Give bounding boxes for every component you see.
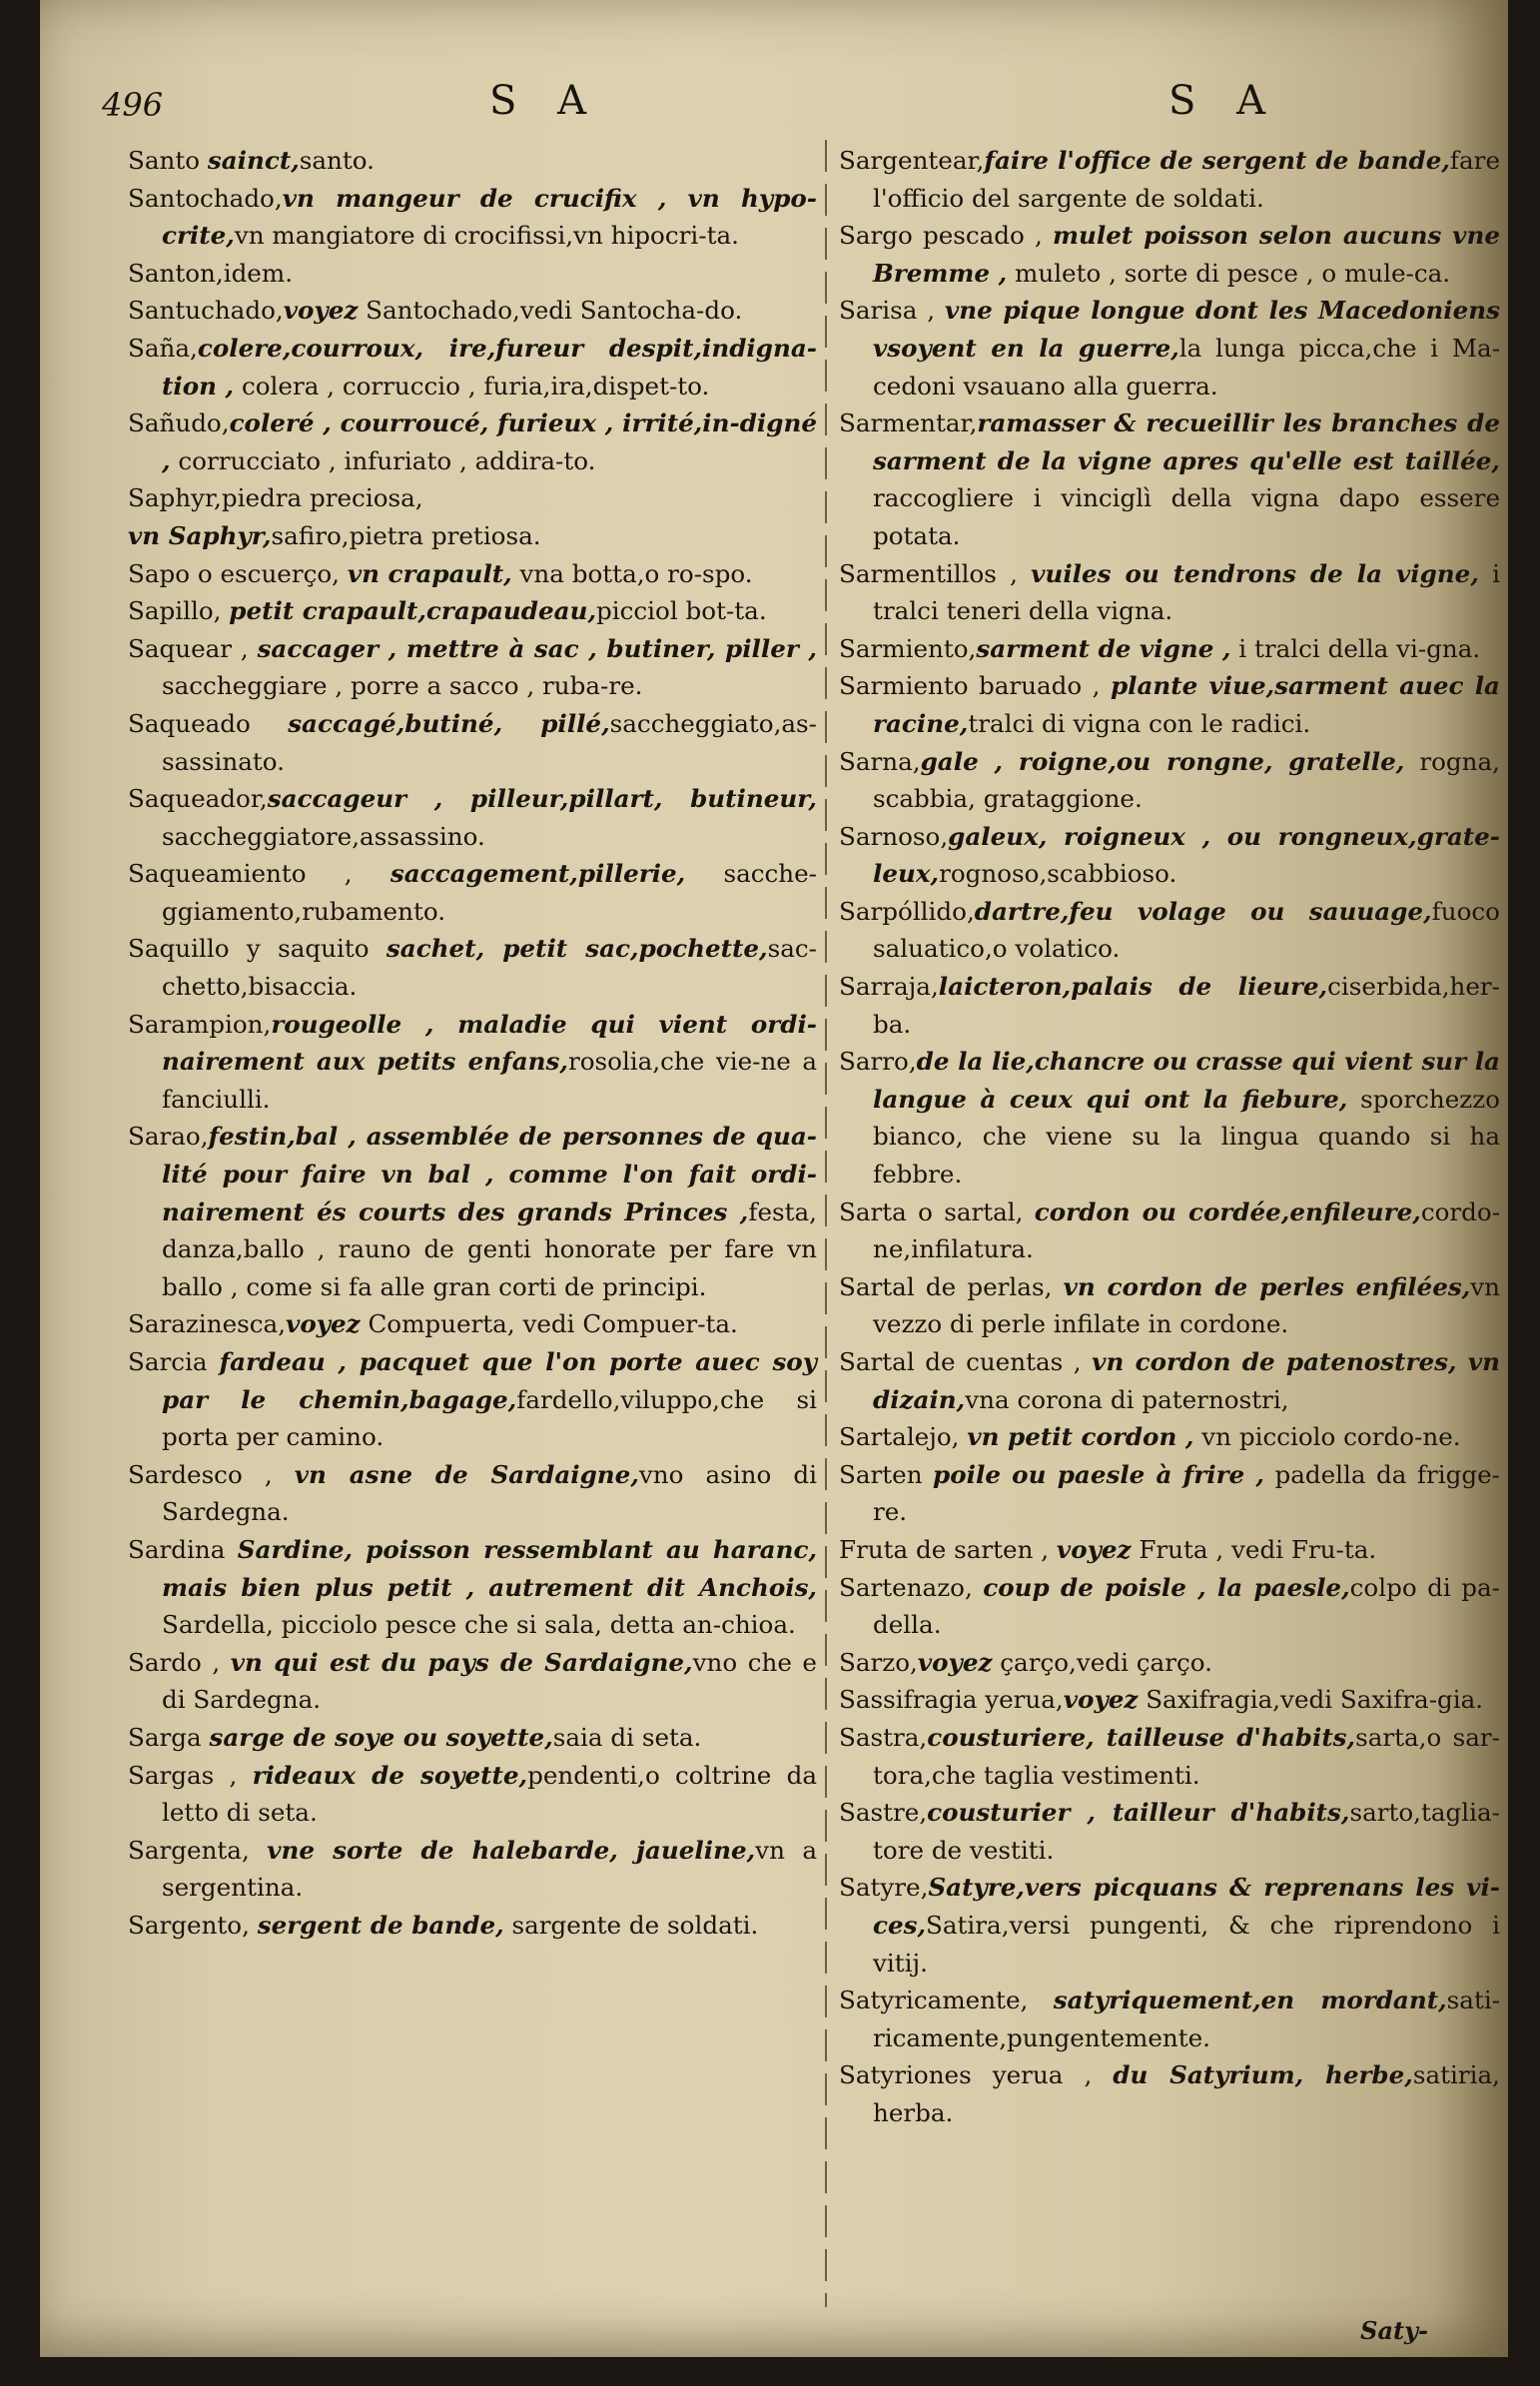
french-gloss: vn mangeur de crucifix , vn hypo-crite, — [162, 183, 817, 251]
headword: Santuchado, — [128, 296, 284, 326]
dictionary-entry — [128, 1006, 817, 1119]
french-gloss: sergent de bande, — [257, 1910, 504, 1940]
italian-gloss: sporchezzo bianco, che viene su la lingua quando si ha febbre. — [873, 1084, 1500, 1190]
dictionary-entry — [128, 1719, 817, 1757]
italian-gloss: sargente de soldati. — [503, 1910, 759, 1940]
french-gloss: vne pique longue dont les Macedoniens vsoyent en la guerre, — [873, 296, 1500, 363]
french-gloss: vuiles ou tendrons de la vigne, — [1031, 558, 1479, 588]
headword: Santochado, — [128, 183, 283, 213]
italian-gloss: saccheggiare , porre a sacco , ruba-re. — [162, 671, 643, 701]
italian-gloss: sarta,o sar-tora,che taglia vestimenti. — [873, 1722, 1500, 1790]
headword: Sargenta, — [128, 1835, 268, 1865]
headword: Sarpóllido, — [839, 896, 975, 926]
dictionary-entry — [839, 2056, 1500, 2131]
french-gloss: rideaux de soyette, — [252, 1760, 528, 1790]
headword: Sartal de cuentas , — [839, 1347, 1093, 1376]
headword: Sarten — [839, 1459, 934, 1489]
italian-gloss: Saxifragia,vedi Saxifra-gia. — [1138, 1685, 1484, 1715]
dictionary-entry — [839, 1681, 1500, 1719]
italian-gloss: sati-ricamente,pungentemente. — [873, 1986, 1501, 2052]
french-gloss: sarment de vigne , — [976, 633, 1231, 663]
dictionary-entry — [128, 255, 817, 293]
italian-gloss: Satira,versi pungenti, & che riprendono i vitij. — [873, 1910, 1500, 1978]
italian-gloss: corrucciato , infuriato , addira-to. — [170, 445, 596, 475]
french-gloss: poile ou paesle à frire , — [933, 1459, 1264, 1489]
headword: Sartenazo, — [839, 1572, 984, 1602]
italian-gloss: saia di seta. — [552, 1722, 702, 1752]
headword: Sarmiento, — [839, 633, 977, 663]
italian-gloss: muleto , sorte di pesce , o mule-ca. — [1007, 258, 1451, 288]
headword: Sañudo, — [128, 408, 230, 438]
headword: Satyricamente, — [839, 1986, 1054, 2015]
french-gloss: de la lie,chancre ou crasse qui vient sur la langue à ceux qui ont la fiebure, — [873, 1047, 1500, 1114]
french-gloss: colere,courroux, ire,fureur despit,indigna-tion , — [162, 333, 817, 400]
french-gloss: voyez — [1056, 1534, 1132, 1564]
french-gloss: ramasser & recueillir les branches de sarment de la vigne apres qu'elle est taillée, — [873, 408, 1500, 475]
dictionary-entry — [839, 1794, 1500, 1869]
italian-gloss: çarço,vedi çarço. — [992, 1647, 1212, 1677]
page-number: 496 — [102, 86, 164, 124]
french-gloss: cousturiere, tailleuse d'habits, — [927, 1722, 1356, 1752]
headword: Sarampion, — [128, 1009, 272, 1039]
dictionary-entry — [128, 1118, 817, 1305]
dictionary-entry — [839, 893, 1500, 968]
dictionary-entry — [839, 968, 1500, 1043]
dictionary-entry — [128, 180, 817, 255]
french-gloss: fardeau , pacquet que l'on porte auec soy par le chemin,bagage, — [162, 1347, 817, 1414]
dictionary-entry — [128, 705, 817, 780]
italian-gloss: ciserbida,her-ba. — [873, 972, 1500, 1039]
dictionary-entry — [839, 743, 1500, 818]
italian-gloss: raccogliere i vinciglì della vigna dapo essere potata. — [873, 483, 1500, 550]
dictionary-entry — [839, 1982, 1500, 2056]
french-gloss: vn cordon de patenostres, vn dizain, — [873, 1347, 1500, 1414]
italian-gloss: safiro,pietra pretiosa. — [271, 520, 541, 550]
italian-gloss: i tralci teneri della vigna. — [873, 558, 1501, 626]
dictionary-entry — [839, 555, 1500, 630]
french-gloss: coleré , courroucé, furieux , irrité,in-digné , — [162, 408, 817, 475]
left-column — [128, 142, 817, 1945]
headword: Sartalejo, — [839, 1422, 968, 1452]
headword: Sargas , — [128, 1760, 253, 1790]
dictionary-entry — [128, 1456, 817, 1531]
french-gloss: festin,bal , assemblée de personnes de qua-lité pour faire vn bal , comme l'on fait ordi-nairement és courts des grands Princes , — [162, 1122, 817, 1226]
running-head-left: S A — [489, 78, 601, 124]
dictionary-entry — [839, 1268, 1500, 1343]
french-gloss: voyez — [283, 296, 359, 326]
dictionary-entry — [128, 517, 817, 555]
dictionary-entry — [839, 404, 1500, 554]
catchword: Saty- — [1360, 2316, 1428, 2345]
headword: Saqueado — [128, 708, 289, 738]
french-gloss: saccager , mettre à sac , butiner, piller , — [257, 633, 817, 663]
dictionary-entry — [839, 1719, 1500, 1794]
headword: Sargento, — [128, 1910, 258, 1940]
headword: Saquear , — [128, 633, 258, 663]
headword: Sarcia — [128, 1347, 220, 1376]
headword: Sarraja, — [839, 972, 939, 1002]
french-gloss: coup de poisle , la paesle, — [983, 1572, 1350, 1602]
dictionary-entry — [839, 1869, 1500, 1982]
dictionary-entry — [839, 217, 1500, 292]
french-gloss: faire l'office de sergent de bande, — [984, 146, 1450, 175]
headword: Santon, — [128, 258, 224, 288]
italian-gloss: piedra preciosa, — [221, 483, 423, 513]
headword: Sardesco , — [128, 1459, 295, 1489]
headword: Sarmentar, — [839, 408, 978, 438]
headword: Sarro, — [839, 1047, 917, 1077]
french-gloss: voyez — [917, 1647, 993, 1677]
italian-gloss: Santochado,vedi Santocha-do. — [358, 296, 743, 326]
dictionary-entry — [128, 479, 817, 517]
headword: Saqueador, — [128, 784, 268, 814]
headword: Sapo o escuerço, — [128, 558, 348, 588]
french-gloss: galeux, roigneux , ou rongneux,grate-leux, — [873, 821, 1500, 889]
dictionary-entry — [128, 855, 817, 930]
dictionary-entry — [128, 555, 817, 593]
italian-gloss: saccheggiato,as-sassinato. — [162, 708, 817, 776]
french-gloss: vn Saphyr, — [128, 520, 272, 550]
italian-gloss: festa, danza,ballo , rauno de genti honorate per fare vn ballo , come si fa alle gran corti de principi. — [162, 1196, 817, 1301]
headword: Sarazinesca, — [128, 1309, 287, 1339]
french-gloss: dartre,feu volage ou sauuage, — [974, 896, 1432, 926]
headword: Saphyr, — [128, 483, 222, 513]
french-gloss: mulet poisson selon aucuns vne Bremme , — [873, 221, 1500, 288]
dictionary-page — [40, 0, 1508, 2357]
dictionary-entry — [128, 292, 817, 330]
italian-gloss: vn mangiatore di crocifissi,vn hipocri-ta. — [234, 221, 739, 251]
french-gloss: sainct, — [207, 146, 300, 175]
french-gloss: vn petit cordon , — [967, 1422, 1194, 1452]
italian-gloss: santo. — [299, 146, 375, 175]
headword: Sassifragia yerua, — [839, 1685, 1064, 1715]
dictionary-entry — [839, 1343, 1500, 1418]
italian-gloss: Compuerta, vedi Compuer-ta. — [360, 1309, 738, 1339]
italian-gloss: rogna, scabbia, grataggione. — [873, 746, 1501, 814]
dictionary-entry — [128, 930, 817, 1005]
headword: Sarna, — [839, 746, 921, 776]
italian-gloss: pendenti,o coltrine da letto di seta. — [162, 1760, 817, 1828]
french-gloss: vn cordon de perles enfilées, — [1063, 1271, 1471, 1301]
headword: Santo — [128, 146, 208, 175]
headword: Sarzo, — [839, 1647, 918, 1677]
dictionary-entry — [128, 404, 817, 479]
italian-gloss: sac-chetto,bisaccia. — [162, 934, 817, 1002]
french-gloss: satyriquement,en mordant, — [1053, 1986, 1447, 2015]
french-gloss: petit crapault,crapaudeau, — [229, 596, 597, 626]
french-gloss: laicteron,palais de lieure, — [938, 972, 1328, 1002]
headword: Sastre, — [839, 1798, 928, 1828]
dictionary-entry — [839, 142, 1500, 217]
italian-gloss: sarto,taglia-tore de vestiti. — [873, 1798, 1500, 1865]
headword: Sargo pescado , — [839, 221, 1053, 251]
italian-gloss: vn a sergentina. — [162, 1835, 817, 1903]
italian-gloss: vna corona di paternostri, — [965, 1384, 1289, 1414]
italian-gloss: vn picciolo cordo-ne. — [1193, 1422, 1461, 1452]
italian-gloss: idem. — [223, 258, 294, 288]
headword: Sargentear, — [839, 146, 985, 175]
dictionary-entry — [128, 1305, 817, 1343]
headword: Sapillo, — [128, 596, 230, 626]
italian-gloss: colpo di pa-della. — [873, 1572, 1500, 1640]
french-gloss: Satyre,vers picquans & reprenans les vi-ces, — [873, 1873, 1500, 1940]
dictionary-entry — [839, 1644, 1500, 1682]
french-gloss: cousturier , tailleur d'habits, — [927, 1798, 1350, 1828]
dictionary-entry — [839, 1418, 1500, 1456]
italian-gloss: sacche-ggiamento,rubamento. — [162, 859, 817, 926]
headword: Sarmentillos , — [839, 558, 1032, 588]
headword: Saña, — [128, 333, 198, 363]
headword: Sarga — [128, 1722, 210, 1752]
french-gloss: rougeolle , maladie qui vient ordi-nairement aux petits enfans, — [162, 1009, 817, 1077]
french-gloss: vn crapault, — [347, 558, 512, 588]
italian-gloss: fardello,viluppo,che si porta per camino. — [162, 1384, 817, 1452]
french-gloss: saccagé,butiné, pillé, — [288, 708, 610, 738]
dictionary-entry — [128, 1832, 817, 1907]
dictionary-entry — [128, 1531, 817, 1644]
italian-gloss: la lunga picca,che i Ma-cedoni vsauano alla guerra. — [873, 333, 1501, 400]
dictionary-entry — [128, 142, 817, 180]
headword: Sarta o sartal, — [839, 1196, 1035, 1226]
italian-gloss: i tralci della vi-gna. — [1230, 633, 1481, 663]
headword: Sartal de perlas, — [839, 1271, 1064, 1301]
headword: Saqueamiento , — [128, 859, 390, 889]
italian-gloss: tralci di vigna con le radici. — [968, 708, 1311, 738]
dictionary-entry — [128, 1343, 817, 1456]
italian-gloss: Fruta , vedi Fru-ta. — [1131, 1534, 1377, 1564]
italian-gloss: picciol bot-ta. — [596, 596, 767, 626]
headword: Fruta de sarten , — [839, 1534, 1057, 1564]
dictionary-entry — [128, 780, 817, 855]
french-gloss: vn qui est du pays de Sardaigne, — [230, 1647, 693, 1677]
dictionary-entry — [839, 1456, 1500, 1531]
french-gloss: voyez — [1063, 1685, 1139, 1715]
french-gloss: sachet, petit sac,pochette, — [385, 934, 768, 964]
french-gloss: sarge de soye ou soyette, — [209, 1722, 553, 1752]
dictionary-entry — [839, 667, 1500, 742]
italian-gloss: colera , corruccio , furia,ira,dispet-to. — [234, 371, 710, 400]
dictionary-entry — [839, 1193, 1500, 1268]
italian-gloss: rosolia,che vie-ne a fanciulli. — [162, 1047, 817, 1114]
french-gloss: cordon ou cordée,enfileure, — [1034, 1196, 1421, 1226]
headword: Sarao, — [128, 1122, 209, 1152]
french-gloss: saccagement,pillerie, — [389, 859, 686, 889]
dictionary-entry — [839, 1569, 1500, 1644]
italian-gloss: vn vezzo di perle infilate in cordone. — [873, 1271, 1500, 1339]
headword: Satyriones yerua , — [839, 2060, 1114, 2090]
french-gloss: Sardine, poisson ressemblant au haranc, mais bien plus petit , autrement dit Anchois, — [162, 1534, 818, 1602]
column-divider — [825, 140, 827, 2307]
french-gloss: vne sorte de halebarde, jaueline, — [267, 1835, 756, 1865]
dictionary-entry — [128, 1757, 817, 1832]
right-column — [839, 142, 1500, 2131]
headword: Sastra, — [839, 1722, 928, 1752]
dictionary-entry — [839, 630, 1500, 668]
italian-gloss: padella da frigge-re. — [873, 1459, 1500, 1527]
italian-gloss: cordo-ne,infilatura. — [873, 1196, 1501, 1264]
page-header — [40, 78, 1508, 138]
headword: Sardo , — [128, 1647, 231, 1677]
italian-gloss: satiria, herba. — [873, 2060, 1500, 2127]
running-head-right: S A — [1168, 78, 1280, 124]
dictionary-entry — [128, 1644, 817, 1719]
headword: Sarmiento baruado , — [839, 671, 1111, 701]
dictionary-entry — [839, 292, 1500, 404]
french-gloss: gale , roigne,ou rongne, gratelle, — [920, 746, 1405, 776]
dictionary-entry — [128, 592, 817, 630]
italian-gloss: rognoso,scabbioso. — [939, 859, 1177, 889]
french-gloss: saccageur , pilleur,pillart, butineur, — [267, 784, 817, 814]
dictionary-entry — [128, 1907, 817, 1945]
french-gloss: plante viue,sarment auec la racine, — [873, 671, 1500, 738]
headword: Sarnoso, — [839, 821, 949, 851]
dictionary-entry — [839, 818, 1500, 893]
french-gloss: vn asne de Sardaigne, — [294, 1459, 639, 1489]
dictionary-entry — [128, 330, 817, 404]
headword: Sardina — [128, 1534, 238, 1564]
dictionary-entry — [839, 1531, 1500, 1569]
italian-gloss: fare l'officio del sargente de soldati. — [873, 146, 1500, 213]
italian-gloss: saccheggiatore,assassino. — [162, 821, 485, 851]
italian-gloss: vna botta,o ro-spo. — [511, 558, 753, 588]
headword: Satyre, — [839, 1873, 929, 1903]
dictionary-entry — [839, 1043, 1500, 1193]
french-gloss: du Satyrium, herbe, — [1113, 2060, 1413, 2090]
italian-gloss: vno asino di Sardegna. — [162, 1459, 817, 1527]
italian-gloss: Sardella, picciolo pesce che si sala, detta an-chioa. — [162, 1610, 796, 1640]
italian-gloss: vno che e di Sardegna. — [162, 1647, 817, 1715]
french-gloss: voyez — [286, 1309, 361, 1339]
italian-gloss: fuoco saluatico,o volatico. — [873, 896, 1500, 964]
headword: Sarisa , — [839, 296, 945, 326]
dictionary-entry — [128, 630, 817, 705]
headword: Saquillo y saquito — [128, 934, 386, 964]
